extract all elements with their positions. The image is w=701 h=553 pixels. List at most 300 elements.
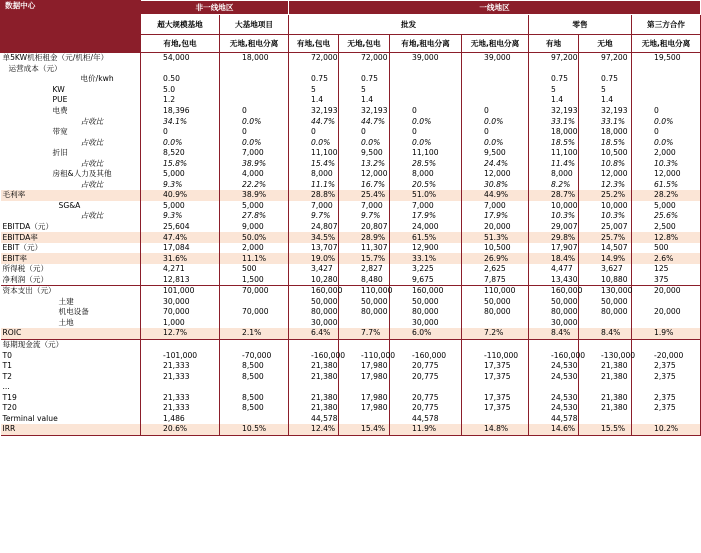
cell-value: 12,900 [390,243,462,254]
cell-value [339,339,390,350]
row-label: 资本支出（元） [1,286,141,297]
cell-value: 80,000 [289,307,339,318]
cell-value: 51.0% [390,190,462,201]
column-header: 有地 [529,35,579,53]
cell-value: 38.9% [220,190,289,201]
cell-value: 20,000 [462,222,529,233]
cell-value: 0.0% [220,137,289,148]
cell-value: 0.75 [579,74,632,85]
cell-value: 10.3% [632,158,701,169]
cell-value: 26.9% [462,253,529,264]
cell-value: 2,000 [632,148,701,159]
row-label: T1 [1,361,141,372]
cell-value: 18,000 [579,127,632,138]
cell-value [632,414,701,425]
row-label: IRR [1,424,141,435]
column-header: 无地,租电分离 [462,35,529,53]
cell-value [390,339,462,350]
cell-value: 101,000 [141,286,220,297]
table-row [1,297,701,308]
cell-value: 7,000 [289,201,339,212]
cell-value: 125 [632,264,701,275]
cell-value: 17,980 [339,393,390,404]
cell-value: 10.2% [632,424,701,435]
row-label: KW [1,85,141,96]
table-row [1,158,701,169]
cell-value: 1,500 [220,274,289,285]
cell-value [632,85,701,96]
cell-value [632,382,701,393]
cell-value: 0 [289,127,339,138]
row-label: 机电设备 [1,307,141,318]
cell-value: 0.75 [339,74,390,85]
cell-value [579,414,632,425]
cell-value: 0.0% [220,116,289,127]
cell-value: 11,307 [339,243,390,254]
cell-value: 25,604 [141,222,220,233]
cell-value: 25.4% [339,190,390,201]
row-label: ... [1,382,141,393]
cell-value: 21,380 [579,393,632,404]
cell-value: 8.2% [529,180,579,191]
header-row-groups [1,1,701,15]
cell-value: 0.50 [141,74,220,85]
table-row [1,361,701,372]
cell-value: 21,333 [141,371,220,382]
table-row [1,232,701,243]
cell-value: 24,807 [289,222,339,233]
row-label: 所得税（元） [1,264,141,275]
cell-value: 13,707 [289,243,339,254]
cell-value: 50,000 [579,297,632,308]
cell-value: 20,775 [390,361,462,372]
cell-value: 72,000 [289,53,339,64]
cell-value: 24,530 [529,371,579,382]
cell-value: 110,000 [462,286,529,297]
cell-value: 12,000 [632,169,701,180]
cell-value [462,382,529,393]
cell-value: -160,000 [390,350,462,361]
cell-value: 2,500 [632,222,701,233]
cell-value: 2.1% [220,328,289,339]
row-label: 净利润（元） [1,274,141,285]
cell-value [220,74,289,85]
cell-value: 20,000 [632,286,701,297]
cell-value: 20,775 [390,371,462,382]
cell-value: 19.0% [289,253,339,264]
cell-value [289,382,339,393]
cell-value: 3,225 [390,264,462,275]
table-row [1,190,701,201]
cell-value [632,64,701,75]
cell-value: 18,000 [529,127,579,138]
cell-value: 2,000 [220,243,289,254]
cell-value: 44,578 [390,414,462,425]
cell-value [141,339,220,350]
cell-value: 20,807 [339,222,390,233]
table-row [1,211,701,222]
cell-value: 8.4% [529,328,579,339]
cell-value: 9.3% [141,180,220,191]
cell-value: 10,500 [579,148,632,159]
cell-value: 0.0% [632,116,701,127]
cell-value: 30,000 [141,297,220,308]
cell-value [632,95,701,106]
cell-value: 8,500 [220,393,289,404]
cell-value: 21,380 [289,371,339,382]
row-label: 运营成本（元） [1,64,141,75]
row-label: ROIC [1,328,141,339]
cell-value: 38.9% [220,158,289,169]
cell-value: 11.1% [220,253,289,264]
cell-value: 32,193 [289,106,339,117]
cell-value: 1.4 [289,95,339,106]
cell-value [390,95,462,106]
cell-value: 70,000 [220,307,289,318]
cell-value: 12.4% [289,424,339,435]
cell-value: 21,380 [289,393,339,404]
cell-value: 44.7% [289,116,339,127]
cell-value: 28.2% [632,190,701,201]
cell-value: 5,000 [141,169,220,180]
cell-value: 0.0% [462,116,529,127]
table-row [1,148,701,159]
cell-value: 110,000 [339,286,390,297]
row-label: T19 [1,393,141,404]
row-label: 占收比 [1,137,141,148]
cell-value: 12.7% [141,328,220,339]
cell-value: 5 [529,85,579,96]
table-row [1,253,701,264]
table-row [1,424,701,435]
cell-value: 8,000 [289,169,339,180]
cell-value: 10,000 [529,201,579,212]
cell-value [390,382,462,393]
table-row [1,264,701,275]
cell-value: 8,500 [220,371,289,382]
cell-value: 27.8% [220,211,289,222]
cell-value: 2,625 [462,264,529,275]
cell-value: 12,000 [462,169,529,180]
cell-value: 2,827 [339,264,390,275]
column-header: 有地,包电 [141,35,220,53]
cell-value: 28.8% [289,190,339,201]
cell-value: 20,775 [390,393,462,404]
cell-value: 15.4% [339,424,390,435]
table-row [1,382,701,393]
cell-value: 18.5% [529,137,579,148]
cell-value: 0.75 [289,74,339,85]
cell-value: 80,000 [579,307,632,318]
cell-value: 61.5% [390,232,462,243]
cell-value: 24,530 [529,393,579,404]
cell-value: 32,193 [579,106,632,117]
row-label: T20 [1,403,141,414]
cell-value: 31.6% [141,253,220,264]
table-row [1,286,701,297]
cell-value: 21,380 [579,403,632,414]
cell-value: 25.7% [579,232,632,243]
cell-value: 1.2 [141,95,220,106]
cell-value: 12.3% [579,180,632,191]
cell-value: 54,000 [141,53,220,64]
cell-value: 14.8% [462,424,529,435]
cell-value: 10,880 [579,274,632,285]
cell-value: 8,000 [390,169,462,180]
cell-value: 72,000 [339,53,390,64]
cell-value [220,85,289,96]
cell-value: -160,000 [289,350,339,361]
cell-value: 20,775 [390,403,462,414]
cell-value: 0.0% [390,116,462,127]
cell-value: 7,000 [390,201,462,212]
cell-value: 5,000 [220,201,289,212]
cell-value: 7,000 [339,201,390,212]
cell-value: 33.1% [579,116,632,127]
cell-value: 80,000 [462,307,529,318]
cell-value: 97,200 [529,53,579,64]
cell-value: 29.8% [529,232,579,243]
cell-value: 33.1% [390,253,462,264]
row-label: T2 [1,371,141,382]
cell-value: 9.3% [141,211,220,222]
row-label: EBITDA率 [1,232,141,243]
cell-value: 9.7% [339,211,390,222]
cell-value: 0 [632,127,701,138]
table-row [1,328,701,339]
cell-value: 12,000 [579,169,632,180]
cell-value: 50,000 [462,297,529,308]
cell-value: 17,980 [339,371,390,382]
table-row [1,339,701,350]
cell-value: 0 [339,127,390,138]
corner-label: 数据中心 [1,1,141,53]
cell-value: 47.4% [141,232,220,243]
segment-header: 批发 [289,15,529,35]
row-label: 占收比 [1,211,141,222]
cell-value: 44.9% [462,190,529,201]
row-label: 电价/kwh [1,74,141,85]
column-header: 有地,包电 [289,35,339,53]
cell-value: 15.7% [339,253,390,264]
cell-value: -110,000 [339,350,390,361]
cell-value: 17,980 [339,361,390,372]
cell-value: 10,280 [289,274,339,285]
cell-value: 50,000 [390,297,462,308]
cell-value: 375 [632,274,701,285]
row-label: 每期现金流（元） [1,339,141,350]
cell-value: 29,007 [529,222,579,233]
cell-value: 80,000 [390,307,462,318]
cell-value: 80,000 [529,307,579,318]
cell-value: 0 [462,127,529,138]
table-row [1,95,701,106]
cell-value [462,64,529,75]
cell-value: -130,000 [579,350,632,361]
row-label: 毛利率 [1,190,141,201]
cell-value: 30,000 [529,318,579,329]
cell-value: 9.7% [289,211,339,222]
cell-value: 11,100 [529,148,579,159]
cell-value: 7.2% [462,328,529,339]
cell-value: 18.4% [529,253,579,264]
cell-value: 97,200 [579,53,632,64]
cell-value: 0 [220,127,289,138]
table-row [1,106,701,117]
row-label: EBITDA（元） [1,222,141,233]
table-row [1,350,701,361]
table-row [1,371,701,382]
cell-value [339,64,390,75]
cell-value: 17,375 [462,403,529,414]
cell-value: 13.2% [339,158,390,169]
cell-value: 2,375 [632,361,701,372]
table-row [1,307,701,318]
row-label: 房租&人力及其他 [1,169,141,180]
cell-value: 8,000 [529,169,579,180]
cell-value: 7.7% [339,328,390,339]
cell-value [632,74,701,85]
cell-value [220,297,289,308]
table-row [1,64,701,75]
cell-value [220,64,289,75]
cell-value: 24.4% [462,158,529,169]
cell-value: 21,333 [141,393,220,404]
cell-value [141,64,220,75]
table-row [1,180,701,191]
cell-value [220,414,289,425]
table-row [1,222,701,233]
cell-value: 9,675 [390,274,462,285]
cell-value: 1.4 [339,95,390,106]
cell-value: 1.9% [632,328,701,339]
cell-value: 11.9% [390,424,462,435]
group-header-non-tier1: 非一线地区 [141,1,289,15]
row-label: 占收比 [1,180,141,191]
cell-value: 0 [390,127,462,138]
cell-value [579,382,632,393]
cell-value: 7,875 [462,274,529,285]
cell-value [390,74,462,85]
segment-header: 零售 [529,15,632,35]
cell-value: 24,530 [529,403,579,414]
cell-value: 61.5% [632,180,701,191]
cell-value: 10.3% [579,211,632,222]
cell-value [462,414,529,425]
cell-value: 11,100 [289,148,339,159]
cell-value: 28.9% [339,232,390,243]
cell-value: 20,000 [632,307,701,318]
table-row [1,116,701,127]
cell-value: 24,000 [390,222,462,233]
cell-value: -160,000 [529,350,579,361]
cell-value: 39,000 [390,53,462,64]
cell-value: 50,000 [529,297,579,308]
cell-value: 32,193 [339,106,390,117]
cell-value [632,339,701,350]
cell-value: 30.8% [462,180,529,191]
cell-value: 34.5% [289,232,339,243]
cell-value: 17,375 [462,371,529,382]
cell-value: 17,907 [529,243,579,254]
column-header: 无地,租电分离 [632,35,701,53]
cell-value: 44,578 [529,414,579,425]
cell-value: 11,100 [390,148,462,159]
cell-value [289,64,339,75]
cell-value: 39,000 [462,53,529,64]
cell-value: 2,375 [632,371,701,382]
cell-value: 0.0% [390,137,462,148]
cell-value: 44.7% [339,116,390,127]
column-header: 无地 [579,35,632,53]
cell-value: 15.5% [579,424,632,435]
table-row [1,137,701,148]
cell-value: 14.9% [579,253,632,264]
cell-value: 8.4% [579,328,632,339]
cell-value: 20.6% [141,424,220,435]
cell-value [462,339,529,350]
cell-value: 17,980 [339,403,390,414]
cell-value [632,318,701,329]
cell-value: 4,000 [220,169,289,180]
cell-value: 10.5% [220,424,289,435]
cell-value [579,318,632,329]
cell-value: 5,000 [632,201,701,212]
cell-value: 0.0% [289,137,339,148]
cell-value [462,95,529,106]
group-header-tier1: 一线地区 [289,1,701,15]
cell-value: 21,333 [141,403,220,414]
cell-value [529,339,579,350]
cell-value: 9,500 [462,148,529,159]
cell-value: 20.5% [390,180,462,191]
cell-value: 80,000 [339,307,390,318]
cell-value: 18.5% [579,137,632,148]
cell-value: 17,375 [462,393,529,404]
cell-value: 500 [632,243,701,254]
cell-value [339,318,390,329]
cell-value: -70,000 [220,350,289,361]
cell-value: 22.2% [220,180,289,191]
cell-value: 1,000 [141,318,220,329]
row-label: EBIT率 [1,253,141,264]
cell-value: 17.9% [390,211,462,222]
cell-value [390,64,462,75]
cell-value: 44,578 [289,414,339,425]
cell-value: 25.6% [632,211,701,222]
segment-header: 第三方合作 [632,15,701,35]
cell-value: 30,000 [390,318,462,329]
cell-value: -101,000 [141,350,220,361]
cell-value: 17,375 [462,361,529,372]
cell-value: 19,500 [632,53,701,64]
column-header: 有地,租电分离 [390,35,462,53]
cell-value: 6.0% [390,328,462,339]
cell-value: 14.6% [529,424,579,435]
cell-value [220,339,289,350]
cell-value [632,297,701,308]
cell-value: 14,507 [579,243,632,254]
table-row [1,169,701,180]
cell-value: 7,000 [220,148,289,159]
cell-value: 130,000 [579,286,632,297]
cell-value [141,382,220,393]
cell-value: 5.0 [141,85,220,96]
cell-value: 21,380 [579,361,632,372]
column-header: 无地,包电 [339,35,390,53]
row-label: 电费 [1,106,141,117]
cell-value: 2,375 [632,393,701,404]
